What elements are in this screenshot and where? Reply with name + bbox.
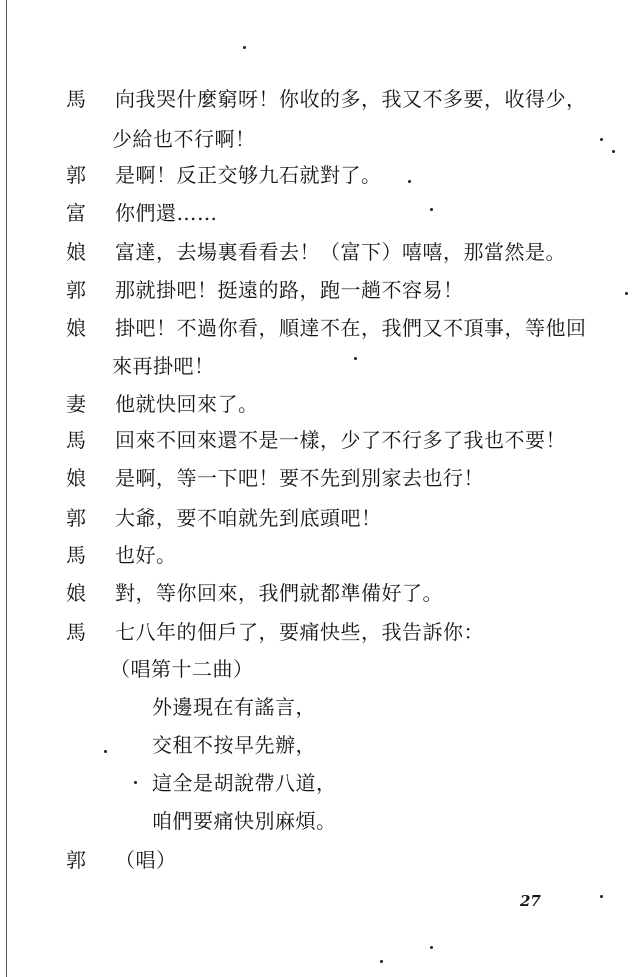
scan-speck xyxy=(104,750,107,753)
scan-speck xyxy=(134,781,137,784)
dialogue-text: 向我哭什麼窮呀！你收的多，我又不多要，收得少， xyxy=(115,87,587,111)
dialogue-text-continued: 少給也不行啊！ xyxy=(112,127,256,151)
scan-speck xyxy=(625,292,628,295)
scan-speck xyxy=(430,946,433,949)
speaker-label: 郭 xyxy=(66,163,87,187)
speaker-label: 娘 xyxy=(66,466,87,490)
speaker-label: 馬 xyxy=(66,428,87,452)
verse-text: 咱們要痛快別麻煩。 xyxy=(152,809,337,833)
verse-text: 外邊現在有謠言， xyxy=(152,695,316,719)
scan-speck xyxy=(408,180,411,183)
dialogue-text: 是啊！反正交够九石就對了。 xyxy=(115,163,382,187)
page-edge-line xyxy=(6,0,7,977)
speaker-label: 妻 xyxy=(66,392,87,416)
speaker-label: 馬 xyxy=(66,543,87,567)
dialogue-text: 也好。 xyxy=(115,543,177,567)
speaker-label: 娘 xyxy=(66,581,87,605)
scan-speck xyxy=(354,357,357,360)
speaker-label: 郭 xyxy=(66,506,87,530)
dialogue-text: 七八年的佃戶了，要痛快些，我告訴你： xyxy=(115,620,484,644)
speaker-label: 娘 xyxy=(66,316,87,340)
dialogue-text: （唱） xyxy=(115,848,177,872)
verse-text: 交租不按早先辦， xyxy=(152,733,316,757)
verse-text: 這全是胡說帶八道， xyxy=(152,771,337,795)
page-number: 27 xyxy=(520,892,541,910)
dialogue-text: 大爺，要不咱就先到底頭吧！ xyxy=(115,506,382,530)
speaker-label: 馬 xyxy=(66,87,87,111)
speaker-label: 馬 xyxy=(66,620,87,644)
scan-speck xyxy=(430,208,433,211)
scan-speck xyxy=(612,150,615,153)
scan-speck xyxy=(380,960,383,963)
speaker-label: 郭 xyxy=(66,278,87,302)
dialogue-text: 掛吧！不過你看，順達不在，我們又不頂事，等他回 xyxy=(115,316,587,340)
song-cue: （唱第十二曲） xyxy=(110,657,254,681)
dialogue-text: 回來不回來還不是一樣，少了不行多了我也不要！ xyxy=(115,428,566,452)
speaker-label: 郭 xyxy=(66,848,87,872)
scan-speck xyxy=(600,138,603,141)
dialogue-text: 是啊，等一下吧！要不先到別家去也行！ xyxy=(115,466,484,490)
dialogue-text: 富達，去場裏看看去！（富下）嘻嘻，那當然是。 xyxy=(115,240,566,264)
speaker-label: 娘 xyxy=(66,240,87,264)
dialogue-text: 那就掛吧！挺遠的路，跑一趟不容易！ xyxy=(115,278,464,302)
dialogue-text: 對，等你回來，我們就都準備好了。 xyxy=(115,581,443,605)
scan-speck xyxy=(243,46,246,49)
dialogue-text-continued: 來再掛吧！ xyxy=(112,354,215,378)
dialogue-text: 他就快回來了。 xyxy=(115,392,259,416)
dialogue-text: 你們還…… xyxy=(115,201,218,225)
speaker-label: 富 xyxy=(66,201,87,225)
scan-speck xyxy=(600,895,603,898)
